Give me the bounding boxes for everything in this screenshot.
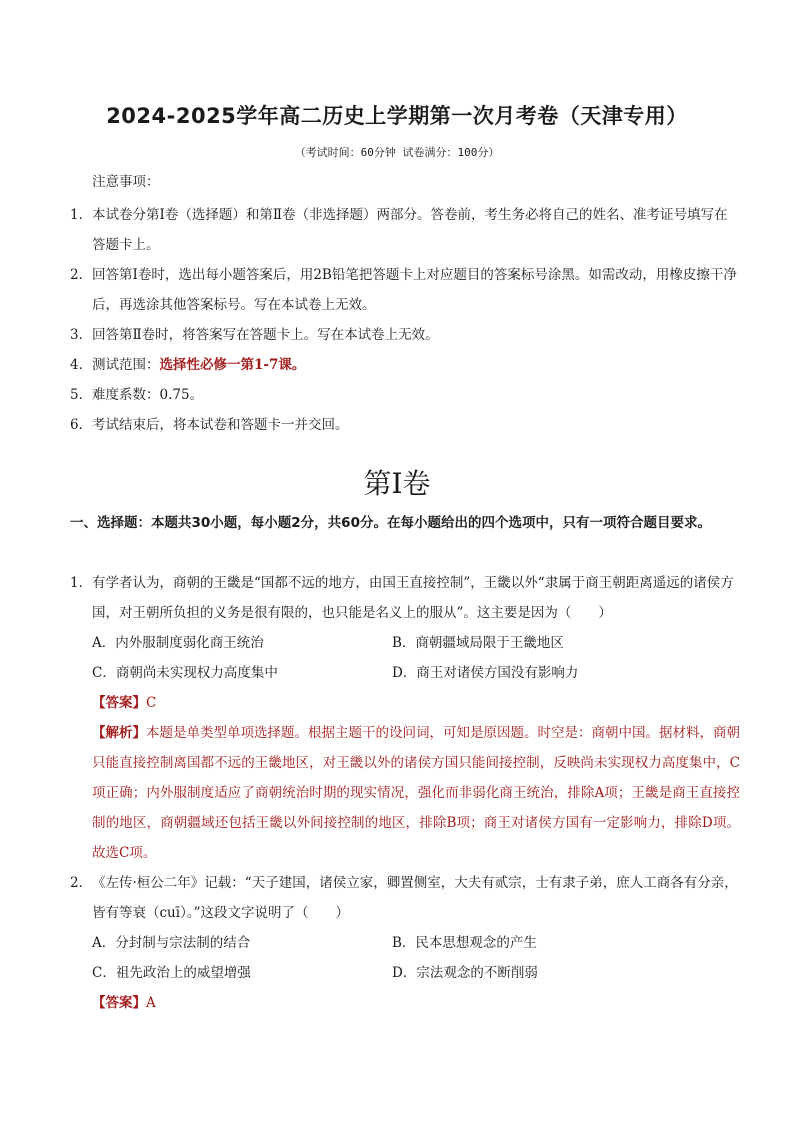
question-1: 1． 有学者认为，商朝的王畿是“国都不远的地方，由国王直接控制”，王畿以外“隶属于商王朝距离遥远的诸侯方国，对王朝所负担的义务是很有限的，也只能是名义上的服从”。这主要是因为（ ） A．内外服制度弱化商王统治 B．商朝疆域局限于王畿地区 C．商朝尚未实现权力高度集中 D．商王对诸侯方国没有影响力 【答案】C 【解析】本题是单类型单项选择题。根据主题干的设问词，可知是原因题。时空是：商朝中国。据材料，商朝只能直接控制离国都不远的王畿地区，对王畿以外的诸侯方国只能间接控制，反映尚未实现权力高度集中，C项正确；内外服制度适应了商朝统治时期的现实情况，强化而非弱化商王统治，排除A项；王畿是商王直接控制的地区，商朝疆域还包括王畿以外间接控制的地区，排除B项；商王对诸侯方国有一定影响力，排除D项。故选C项。 — [70, 568, 740, 868]
exam-title: 2024-2025学年高二历史上学期第一次月考卷（天津专用） — [106, 104, 688, 128]
answer: 【答案】A — [92, 995, 156, 1011]
notes-list — [70, 200, 740, 440]
test-scope: 选择性必修一第1-7课。 — [159, 357, 306, 373]
note-item: 1． 本试卷分第Ⅰ卷（选择题）和第Ⅱ卷（非选择题）两部分。答卷前，考生务必将自己的姓名、准考证号填写在答题卡上。 — [70, 207, 728, 253]
section-title: 第Ⅰ卷 — [363, 467, 431, 500]
note-item: 4． 测试范围：选择性必修一第1-7课。 — [70, 357, 306, 373]
option-c: C．祖先政治上的威望增强 — [92, 965, 251, 981]
exam-subtitle: （考试时间：60分钟 试卷满分：100分） — [294, 146, 500, 159]
note-item: 3． 回答第Ⅱ卷时，将答案写在答题卡上。写在本试卷上无效。 — [70, 327, 439, 343]
analysis: 【解析】本题是单类型单项选择题。根据主题干的设问词，可知是原因题。时空是：商朝中国。据材料，商朝只能直接控制离国都不远的王畿地区，对王畿以外的诸侯方国只能间接控制，反映尚未实现权力高度集中，C项正确；内外服制度适应了商朝统治时期的现实情况，强化而非弱化商王统治，排除A项；王畿是商王直接控制的地区，商朝疆域还包括王畿以外间接控制的地区，排除B项；商王对诸侯方国有一定影响力，排除D项。故选C项。 — [92, 725, 740, 861]
options — [70, 928, 740, 988]
option-b: B．民本思想观念的产生 — [392, 935, 537, 951]
option-c: C．商朝尚未实现权力高度集中 — [92, 665, 278, 681]
answer: 【答案】C — [92, 695, 157, 711]
option-a: A．分封制与宗法制的结合 — [92, 935, 251, 951]
note-item: 2． 回答第Ⅰ卷时，选出每小题答案后，用2B铅笔把答题卡上对应题目的答案标号涂黑。如需改动，用橡皮擦干净后，再选涂其他答案标号。写在本试卷上无效。 — [70, 267, 737, 313]
question-stem: 《左传·桓公二年》记载：“天子建国，诸侯立家，卿置侧室，大夫有贰宗，士有隶子弟，庶人工商各有分亲，皆有等衰（cuī）。”这段文字说明了（ ） — [92, 875, 738, 921]
note-item: 5． 难度系数：0.75。 — [70, 387, 204, 403]
option-d: D．商王对诸侯方国没有影响力 — [392, 665, 579, 681]
notes-heading: 注意事项： — [92, 174, 160, 190]
question-2: 2． 《左传·桓公二年》记载：“天子建国，诸侯立家，卿置侧室，大夫有贰宗，士有隶子弟，庶人工商各有分亲，皆有等衰（cuī）。”这段文字说明了（ ） A．分封制与宗法制的结合 B．民本思想观念的产生 C．祖先政治上的威望增强 D．宗法观念的不断削弱 【答案】A — [70, 868, 740, 1018]
note-item: 6． 考试结束后，将本试卷和答题卡一并交回。 — [70, 417, 349, 433]
question-stem: 有学者认为，商朝的王畿是“国都不远的地方，由国王直接控制”，王畿以外“隶属于商王朝距离遥远的诸侯方国，对王朝所负担的义务是很有限的，也只能是名义上的服从”。这主要是因为（ ） — [92, 575, 734, 621]
options — [70, 628, 740, 688]
option-a: A．内外服制度弱化商王统治 — [92, 635, 264, 651]
section-intro: 一、选择题：本题共30小题，每小题2分，共60分。在每小题给出的四个选项中，只有一项符合题目要求。 — [70, 515, 711, 531]
option-b: B．商朝疆域局限于王畿地区 — [392, 635, 564, 651]
option-d: D．宗法观念的不断削弱 — [392, 965, 538, 981]
